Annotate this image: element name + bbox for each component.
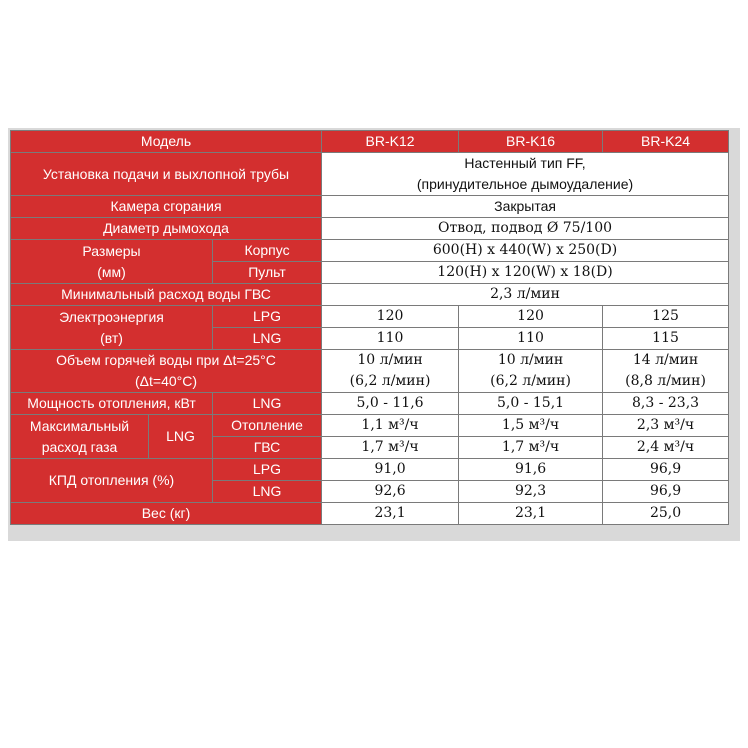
gas-dhw-k16: 1,7 м³/ч: [459, 437, 603, 459]
eff-lpg-k16: 91,6: [459, 459, 603, 481]
power-label-2: (вт): [100, 329, 123, 346]
gas-heat-k12: 1,1 м³/ч: [322, 415, 459, 437]
table-row-eff-lpg: [11, 459, 729, 481]
power-label: [11, 306, 213, 350]
table-row-minflow: [11, 284, 729, 306]
table-row-heating: [11, 393, 729, 415]
table-row-power-lpg: [11, 306, 729, 328]
install-value: [322, 153, 729, 196]
hotwater-k24-1: 14 л/мин: [632, 352, 699, 368]
flue-label: Диаметр дымохода: [11, 218, 322, 240]
power-lpg-k12: 120: [322, 306, 459, 328]
eff-lng-label: LNG: [213, 481, 322, 503]
eff-lpg-label: LPG: [213, 459, 322, 481]
model-br-k12: BR-K12: [322, 131, 459, 153]
hotwater-k16-2: (6,2 л/мин): [490, 373, 571, 389]
weight-label: Вес (кг): [11, 503, 322, 525]
weight-k24: 25,0: [603, 503, 729, 525]
power-lng-k12: 110: [322, 328, 459, 350]
eff-lng-k16: 92,3: [459, 481, 603, 503]
install-label: Установка подачи и выхлопной трубы: [11, 153, 322, 196]
hotwater-label-2: (Δt=40°C): [135, 373, 198, 389]
model-br-k16: BR-K16: [459, 131, 603, 153]
weight-k16: 23,1: [459, 503, 603, 525]
gas-heat-k16: 1,5 м³/ч: [459, 415, 603, 437]
eff-lpg-k24: 96,9: [603, 459, 729, 481]
eff-lng-k12: 92,6: [322, 481, 459, 503]
power-label-1: Электроэнергия: [59, 308, 164, 325]
spec-table: [10, 130, 729, 525]
install-line-1: Настенный тип FF,: [464, 155, 586, 171]
table-row-gas-heat: [11, 415, 729, 437]
hotwater-k12-2: (6,2 л/мин): [349, 373, 431, 389]
hotwater-k12-1: 10 л/мин: [357, 352, 423, 368]
power-lpg-k24: 125: [603, 306, 729, 328]
chamber-value: Закрытая: [322, 196, 729, 218]
gas-label-1: Максимальный: [29, 417, 130, 434]
table-row-flue: [11, 218, 729, 240]
model-label: Модель: [11, 131, 322, 153]
eff-lng-k24: 96,9: [603, 481, 729, 503]
size-body-label: Корпус: [213, 240, 322, 262]
flue-value: Отвод, подвод Ø 75/100: [322, 218, 729, 240]
table-row-hotwater: [11, 350, 729, 393]
gas-heat-k24: 2,3 м³/ч: [603, 415, 729, 437]
gas-label: [11, 415, 149, 459]
hotwater-label: [11, 350, 322, 393]
eff-lpg-k12: 91,0: [322, 459, 459, 481]
table-row-model: [11, 131, 729, 153]
gas-heat-label: Отопление: [213, 415, 322, 437]
chamber-label: Камера сгорания: [11, 196, 322, 218]
hotwater-k16: [459, 350, 603, 393]
size-remote-value: 120(H) x 120(W) x 18(D): [322, 262, 729, 284]
power-lng-k24: 115: [603, 328, 729, 350]
gas-dhw-label: ГВС: [213, 437, 322, 459]
size-label-2: (мм): [97, 263, 126, 280]
minflow-value: 2,3 л/мин: [322, 284, 729, 306]
size-body-value: 600(H) x 440(W) x 250(D): [322, 240, 729, 262]
hotwater-k24: [603, 350, 729, 393]
heating-sub: LNG: [213, 393, 322, 415]
gas-dhw-k24: 2,4 м³/ч: [603, 437, 729, 459]
minflow-label: Минимальный расход воды ГВС: [11, 284, 322, 306]
power-lpg-k16: 120: [459, 306, 603, 328]
gas-label-2: расход газа: [41, 438, 118, 455]
heating-k12: 5,0 - 11,6: [322, 393, 459, 415]
size-label-1: Размеры: [82, 242, 141, 259]
power-lng-label: LNG: [213, 328, 322, 350]
hotwater-k12: [322, 350, 459, 393]
hotwater-label-1: Объем горячей воды при Δt=25°C: [56, 352, 276, 368]
heating-k16: 5,0 - 15,1: [459, 393, 603, 415]
eff-label: КПД отопления (%): [11, 459, 213, 503]
power-lpg-label: LPG: [213, 306, 322, 328]
gas-dhw-k12: 1,7 м³/ч: [322, 437, 459, 459]
hotwater-k24-2: (8,8 л/мин): [625, 373, 706, 389]
weight-k12: 23,1: [322, 503, 459, 525]
hotwater-k16-1: 10 л/мин: [497, 352, 564, 368]
size-label: [11, 240, 213, 284]
table-row-chamber: [11, 196, 729, 218]
install-line-2: (принудительное дымоудаление): [416, 176, 634, 192]
heating-label: Мощность отопления, кВт: [11, 393, 213, 415]
model-br-k24: BR-K24: [603, 131, 729, 153]
table-row-weight: [11, 503, 729, 525]
table-row-install: [11, 153, 729, 196]
size-remote-label: Пульт: [213, 262, 322, 284]
table-row-size-body: [11, 240, 729, 262]
gas-sub: LNG: [149, 415, 213, 459]
power-lng-k16: 110: [459, 328, 603, 350]
heating-k24: 8,3 - 23,3: [603, 393, 729, 415]
